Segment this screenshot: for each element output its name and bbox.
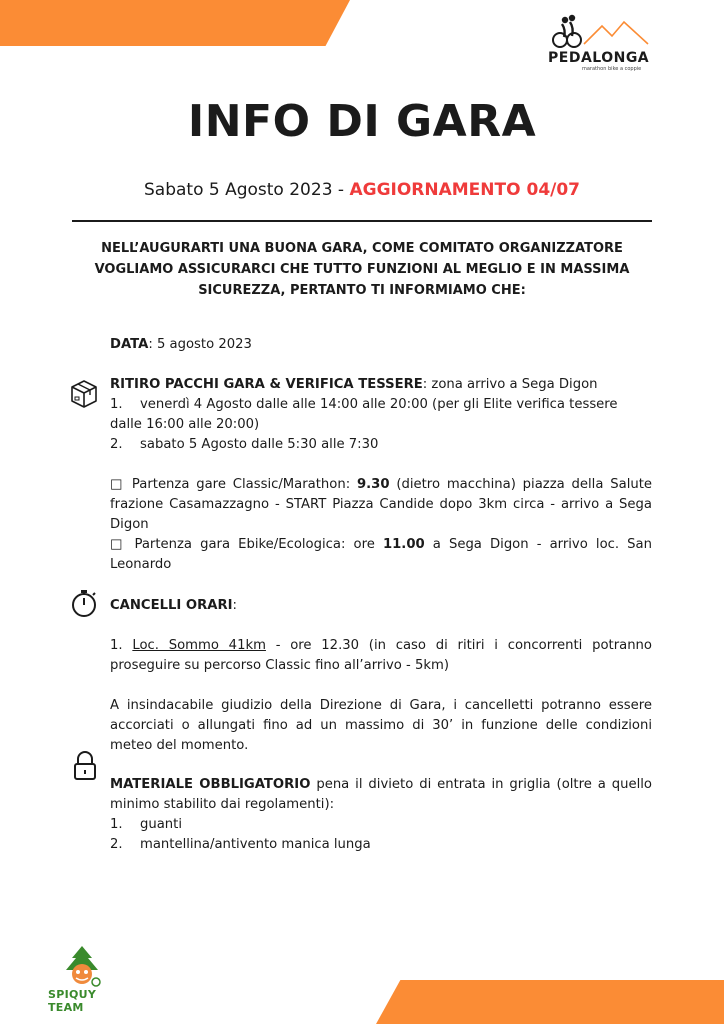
list-number: 2. [110, 837, 123, 852]
padlock-icon [72, 750, 98, 786]
equipment-label: MATERIALE OBBLIGATORIO [110, 777, 311, 792]
divider [72, 220, 652, 222]
page-title: INFO DI GARA [187, 96, 537, 147]
cutoff-heading [110, 596, 652, 616]
start-ebike-time: 11.00 [382, 537, 425, 552]
equipment-section [110, 775, 652, 855]
date-label: DATA [110, 337, 149, 352]
list-text: guanti [140, 817, 183, 832]
cutoff-note: A insindacabile giudizio della Direzione di Gara, i cancelletti potranno essere accorciati o allungati fino ad un massimo di 30’ in funzione delle condizioni meteo del momento. [110, 698, 652, 753]
list-number: 2. [110, 437, 123, 452]
cutoff-location: Loc. Sommo 41km [132, 638, 266, 653]
date-line [110, 335, 652, 355]
start-classic-time: 9.30 [356, 477, 390, 492]
list-item [110, 395, 652, 435]
logo-tagline: marathon bike a coppie [582, 66, 642, 72]
cutoff-suffix: : [232, 598, 237, 613]
pedalonga-logo [548, 10, 658, 74]
list-number: 1. [110, 817, 123, 832]
logo-name: PEDALONGA [548, 50, 650, 66]
list-item [110, 835, 652, 855]
pickup-location: : zona arrivo a Sega Digon [422, 377, 598, 392]
pickup-section [110, 375, 652, 455]
subtitle [0, 180, 724, 200]
list-number: 1. [110, 638, 133, 653]
start-classic-rest: (dietro macchina) piazza della Salute frazione Casamazzagno - START Piazza Candide dopo 3km circa - arrivo a Sega Digon [110, 477, 653, 532]
list-text: mantellina/antivento manica lunga [140, 837, 371, 852]
missing-glyph-icon: □ [110, 477, 126, 492]
cutoff-details: - ore 12.30 (in caso di ritiri i concorrenti potranno proseguire su percorso Classic fino all’arrivo - 5km) [110, 638, 652, 673]
package-icon [68, 378, 100, 414]
cutoff-item [110, 636, 652, 676]
footer-logo-name: SPIQUY TEAM [48, 988, 97, 1014]
spiquy-team-logo [48, 944, 116, 1014]
list-item [110, 815, 652, 835]
date-value: : 5 agosto 2023 [148, 337, 252, 352]
spiquy-mascot-icon [48, 944, 116, 990]
start-section [110, 475, 652, 575]
missing-glyph-icon: □ [110, 537, 127, 552]
cutoff-label: CANCELLI ORARI [110, 598, 233, 613]
start-classic-prefix: Partenza gare Classic/Marathon: [125, 477, 357, 492]
list-item [110, 435, 652, 455]
intro-text: NELL’AUGURARTI UNA BUONA GARA, COME COMITATO ORGANIZZATORE VOGLIAMO ASSICURARCI CHE TUTTO FUNZIONI AL MEGLIO E IN MASSIMA SICUREZZA, PERTANTO TI INFORMIAMO CHE: [94, 241, 630, 298]
start-ebike-rest: a Sega Digon - arrivo loc. San Leonardo [110, 537, 652, 572]
event-date: Sabato 5 Agosto 2023 - [143, 180, 350, 200]
update-label: AGGIORNAMENTO 04/07 [349, 180, 581, 200]
pedalonga-emblem-icon [548, 10, 658, 52]
equipment-description: pena il divieto di entrata in griglia (oltre a quello minimo stabilito dai regolamenti): [110, 777, 652, 812]
top-left-accent-band [0, 0, 350, 46]
list-text: sabato 5 Agosto dalle 5:30 alle 7:30 [140, 437, 379, 452]
start-ebike-prefix: Partenza gara Ebike/Ecologica: ore [126, 537, 383, 552]
list-number: 1. [110, 397, 123, 412]
stopwatch-icon [70, 588, 98, 622]
pickup-label: RITIRO PACCHI GARA & VERIFICA TESSERE [110, 377, 423, 392]
bottom-right-accent-band [376, 980, 724, 1024]
list-text: venerdì 4 Agosto dalle alle 14:00 alle 20:00 (per gli Elite verifica tessere dalle 16:00 alle 20:00) [110, 397, 618, 432]
